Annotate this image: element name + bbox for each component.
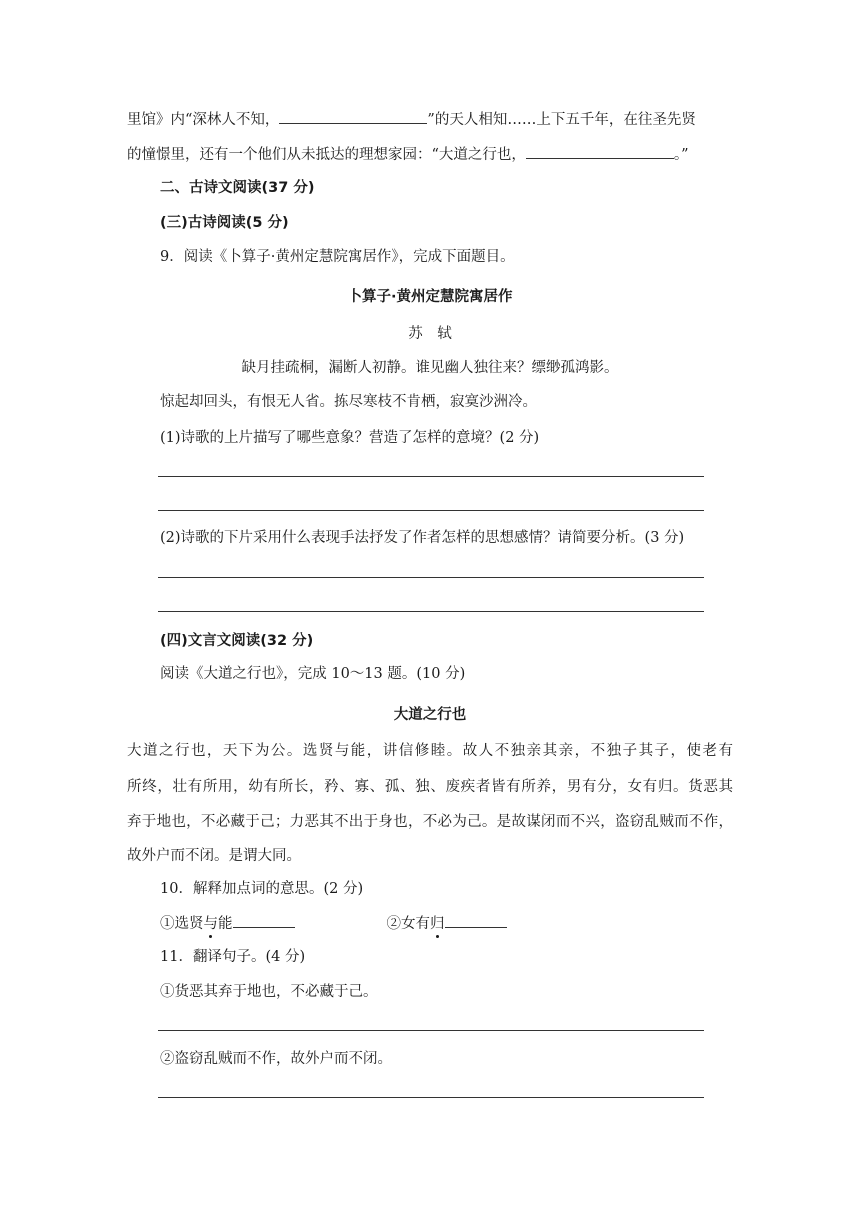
dotted-word: 归 [430, 916, 445, 932]
answer-line[interactable] [158, 1030, 704, 1031]
question-11-1: ①货恶其弃于地也，不必藏于己。 [160, 984, 378, 1000]
intro-line-1 [127, 109, 733, 130]
question-10: 10．解释加点词的意思。(2 分) [160, 881, 364, 897]
poem-line-2: 惊起却回头，有恨无人省。拣尽寒枝不肯栖，寂寞沙洲冷。 [160, 394, 537, 410]
dotted-word: 与 [203, 916, 218, 932]
question-10-items [160, 913, 733, 934]
item-text: ②女有 [386, 916, 430, 932]
section-heading: 二、古诗文阅读(37 分) [160, 180, 315, 196]
intro-text: 的憧憬里，还有一个他们从未抵达的理想家园：“大道之行也， [127, 147, 526, 163]
question-9-2: (2)诗歌的下片采用什么表现手法抒发了作者怎样的思想感情？请简要分析。(3 分) [160, 530, 685, 546]
fill-blank[interactable] [526, 144, 674, 159]
answer-line[interactable] [158, 1097, 704, 1098]
intro-line-2 [127, 144, 733, 165]
intro-text: 。” [673, 147, 689, 163]
item-text: 能 [218, 916, 233, 932]
passage-line: 大道之行也，天下为公。选贤与能，讲信修睦。故人不独亲其亲，不独子其子，使老有 [127, 743, 733, 759]
poem-title: 卜算子·黄州定慧院寓居作 [347, 289, 513, 305]
poem-line-1: 缺月挂疏桐，漏断人初静。谁见幽人独往来？缥缈孤鸿影。 [241, 360, 619, 376]
question-11: 11．翻译句子。(4 分) [160, 949, 306, 965]
poem-section-heading: (三)古诗阅读(5 分) [160, 215, 289, 231]
passage-line: 弃于地也，不必藏于己；力恶其不出于身也，不必为己。是故谋闭而不兴，盗窃乱贼而不作， [127, 814, 733, 830]
fill-blank[interactable] [279, 109, 427, 124]
answer-line[interactable] [158, 611, 704, 612]
prose-instruction: 阅读《大道之行也》，完成 10～13 题。(10 分) [160, 666, 466, 682]
answer-line[interactable] [158, 510, 704, 511]
fill-blank[interactable] [233, 913, 295, 928]
prose-title: 大道之行也 [393, 707, 467, 723]
answer-line[interactable] [158, 476, 704, 477]
answer-line[interactable] [158, 577, 704, 578]
question-9-1: (1)诗歌的上片描写了哪些意象？营造了怎样的意境？(2 分) [160, 430, 540, 446]
item-text: ①选贤 [160, 916, 204, 932]
poem-author: 苏 轼 [408, 326, 452, 342]
prose-section-heading: (四)文言文阅读(32 分) [160, 633, 314, 649]
intro-text: 里馆》内“深林人不知， [127, 112, 280, 128]
intro-text: ”的天人相知……上下五千年，在往圣先贤 [427, 112, 696, 128]
passage-line: 故外户而不闭。是谓大同。 [127, 848, 301, 864]
question-11-2: ②盗窃乱贼而不作，故外户而不闭。 [160, 1051, 392, 1067]
question-9: 9．阅读《卜算子·黄州定慧院寓居作》，完成下面题目。 [160, 249, 515, 265]
fill-blank[interactable] [445, 913, 507, 928]
passage-line: 所终，壮有所用，幼有所长，矜、寡、孤、独、废疾者皆有所养，男有分，女有归。货恶其 [127, 779, 733, 795]
